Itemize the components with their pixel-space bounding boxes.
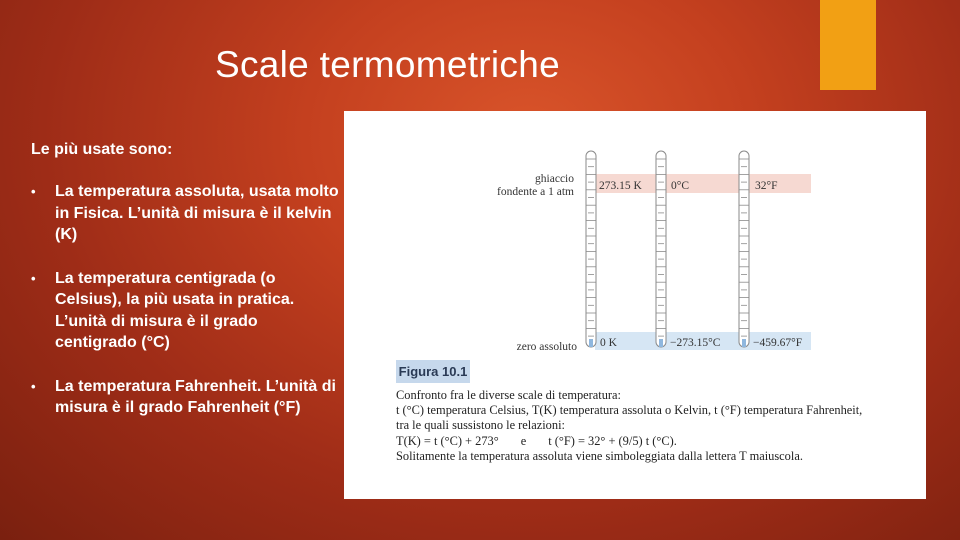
celsius-thermometer	[656, 151, 666, 347]
bullet-text-kelvin: La temperatura assoluta, usata molto in Fisica. L’unità di misura è il kelvin (K)	[55, 183, 339, 243]
bullet-item-celsius	[31, 268, 341, 354]
intro-text: Le più usate sono:	[31, 141, 173, 158]
ice-label-line2: fondente a 1 atm	[497, 186, 574, 198]
figure-caption	[396, 388, 921, 464]
bullet-icon: •	[31, 270, 36, 286]
bullet-text-fahrenheit: La temperatura Fahrenheit. L’unità di misura è il grado Fahrenheit (°F)	[55, 377, 336, 416]
caption-line-3: tra le quali sussistono le relazioni:	[396, 418, 565, 433]
caption-line-2: t (°C) temperatura Celsius, T(K) temperatura assoluta o Kelvin, t (°F) temperatura Fahrenheit,	[396, 403, 863, 418]
bullet-item-fahrenheit	[31, 376, 341, 419]
bullet-text-celsius: La temperatura centigrada (o Celsius), la più usata in pratica. L’unità di misura è il grado centigrado (°C)	[55, 269, 295, 351]
relation-fahrenheit: t (°F) = 32° + (9/5) t (°C).	[548, 433, 677, 448]
ice-label-line1: ghiaccio	[535, 173, 574, 185]
figure-label: Figura 10.1	[396, 360, 470, 383]
bullet-icon: •	[31, 184, 36, 199]
zero-kelvin-value: 0 K	[600, 337, 617, 349]
accent-bar	[820, 0, 876, 90]
ice-kelvin-value: 273.15 K	[599, 180, 642, 192]
relation-connector: e	[520, 433, 527, 448]
kelvin-thermometer	[586, 151, 596, 347]
ice-fahrenheit-value: 32°F	[755, 180, 778, 192]
thermometer-diagram	[344, 111, 926, 351]
caption-line-1: Confronto fra le diverse scale di temperatura:	[396, 388, 622, 402]
bullet-list	[31, 181, 341, 441]
ice-celsius-value: 0°C	[671, 180, 690, 192]
bullet-icon: •	[31, 378, 36, 394]
bullet-item-kelvin	[31, 181, 341, 246]
caption-relations	[396, 434, 921, 449]
zero-celsius-value: −273.15°C	[670, 337, 721, 349]
zero-label: zero assoluto	[516, 341, 577, 351]
caption-line-5: Solitamente la temperatura assoluta viene simboleggiata dalla lettera T maiuscola.	[396, 448, 803, 463]
fahrenheit-thermometer	[739, 151, 749, 347]
figure-panel	[344, 111, 926, 499]
relation-kelvin: T(K) = t (°C) + 273°	[396, 433, 499, 448]
zero-fahrenheit-value: −459.67°F	[753, 337, 803, 349]
slide-title: Scale termometriche	[215, 44, 560, 85]
